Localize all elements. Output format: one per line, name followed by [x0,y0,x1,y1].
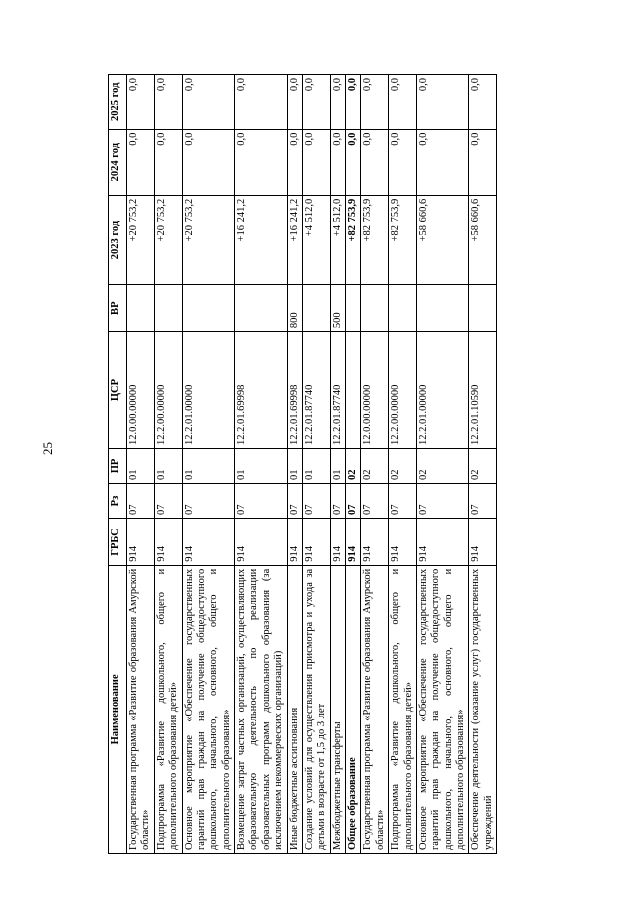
table-row [182,75,235,854]
cell-name: Основное мероприятие «Обеспечение государственных гарантий прав граждан на получение общедоступного дошкольного, начального, основного, общего и дополнительного образования» [416,565,469,853]
cell-name: Иные бюджетные ассигнования [287,565,302,853]
cell-grbs: 914 [469,519,497,566]
table-row [235,75,288,854]
cell-csr: 12.0.00.00000 [127,332,155,449]
cell-2023: +16 241,2 [287,195,302,285]
cell-2025: 0,0 [127,75,155,130]
budget-table [108,74,497,854]
table-row [287,75,302,854]
cell-csr: 12.2.00.00000 [154,332,182,449]
table-header-row [109,75,127,854]
cell-2024: 0,0 [416,129,469,195]
cell-2024: 0,0 [389,129,417,195]
header-csr: ЦСР [109,332,127,449]
cell-csr: 12.2.01.69998 [287,332,302,449]
cell-2024: 0,0 [154,129,182,195]
cell-vr [182,285,235,332]
cell-2025: 0,0 [182,75,235,130]
cell-2023: +4 512,0 [330,195,345,285]
cell-vr: 800 [287,285,302,332]
cell-rz: 07 [346,483,361,518]
cell-csr: 12.2.01.00000 [416,332,469,449]
cell-pr: 02 [469,448,497,483]
cell-name: Государственная программа «Развитие образования Амурской области» [127,565,155,853]
header-2024: 2024 год [109,129,127,195]
cell-2024: 0,0 [346,129,361,195]
cell-name: Государственная программа «Развитие образования Амурской области» [361,565,389,853]
cell-vr [302,285,330,332]
cell-grbs: 914 [287,519,302,566]
cell-grbs: 914 [361,519,389,566]
cell-vr [416,285,469,332]
cell-rz: 07 [469,483,497,518]
cell-grbs: 914 [182,519,235,566]
cell-rz: 07 [182,483,235,518]
cell-pr: 01 [287,448,302,483]
cell-2023: +58 660,6 [416,195,469,285]
cell-grbs: 914 [154,519,182,566]
cell-vr [235,285,288,332]
cell-pr: 02 [389,448,417,483]
cell-name: Создание условий для осуществления присмотра и ухода за детьми в возрасте от 1,5 до 3 лет [302,565,330,853]
cell-rz: 07 [127,483,155,518]
cell-grbs: 914 [127,519,155,566]
cell-grbs: 914 [346,519,361,566]
cell-2025: 0,0 [235,75,288,130]
cell-vr [389,285,417,332]
cell-2025: 0,0 [287,75,302,130]
cell-2023: +58 660,6 [469,195,497,285]
cell-grbs: 914 [330,519,345,566]
cell-csr [346,332,361,449]
cell-rz: 07 [287,483,302,518]
cell-name: Подпрограмма «Развитие дошкольного, общего и дополнительного образования детей» [154,565,182,853]
table-row [389,75,417,854]
cell-name: Подпрограмма «Развитие дошкольного, общего и дополнительного образования детей» [389,565,417,853]
cell-grbs: 914 [416,519,469,566]
page-number: 25 [40,442,55,455]
cell-2025: 0,0 [302,75,330,130]
cell-name: Межбюджетные трансферты [330,565,345,853]
cell-2023: +20 753,2 [154,195,182,285]
cell-2023: +82 753,9 [389,195,417,285]
table-row [330,75,345,854]
cell-pr: 01 [330,448,345,483]
cell-vr [127,285,155,332]
cell-pr: 01 [302,448,330,483]
cell-2024: 0,0 [361,129,389,195]
cell-rz: 07 [235,483,288,518]
cell-name: Общее образование [346,565,361,853]
table-row [127,75,155,854]
cell-vr [154,285,182,332]
cell-rz: 07 [389,483,417,518]
table-row [361,75,389,854]
cell-csr: 12.2.00.00000 [389,332,417,449]
cell-csr: 12.2.01.10590 [469,332,497,449]
cell-rz: 07 [361,483,389,518]
cell-csr: 12.2.01.87740 [302,332,330,449]
header-name: Наименование [109,565,127,853]
header-rz: Рз [109,483,127,518]
cell-2025: 0,0 [346,75,361,130]
cell-2024: 0,0 [127,129,155,195]
cell-2023: +20 753,2 [127,195,155,285]
cell-2023: +16 241,2 [235,195,288,285]
cell-2024: 0,0 [182,129,235,195]
cell-2023: +82 753,9 [346,195,361,285]
cell-grbs: 914 [302,519,330,566]
cell-2024: 0,0 [330,129,345,195]
cell-2024: 0,0 [235,129,288,195]
cell-2024: 0,0 [287,129,302,195]
cell-pr: 02 [361,448,389,483]
table-row [302,75,330,854]
cell-name: Возмещение затрат частных организаций, осуществляющих образовательную деятельность по реализации образовательных программ дошкольного образования (за исключением некоммерческих организаций) [235,565,288,853]
cell-pr: 01 [235,448,288,483]
budget-table-sheet [108,74,638,854]
table-row [416,75,469,854]
cell-vr [469,285,497,332]
cell-2025: 0,0 [361,75,389,130]
cell-rz: 07 [154,483,182,518]
cell-csr: 12.2.01.69998 [235,332,288,449]
cell-2024: 0,0 [302,129,330,195]
cell-rz: 07 [416,483,469,518]
header-2023: 2023 год [109,195,127,285]
cell-2025: 0,0 [330,75,345,130]
cell-rz: 07 [330,483,345,518]
cell-csr: 12.0.00.00000 [361,332,389,449]
header-vr: ВР [109,285,127,332]
cell-2023: +4 512,0 [302,195,330,285]
table-body [127,75,497,854]
table-row [346,75,361,854]
cell-2025: 0,0 [154,75,182,130]
cell-pr: 02 [416,448,469,483]
header-grbs: ГРБС [109,519,127,566]
cell-name: Обеспечение деятельности (оказание услуг) государственных учреждений [469,565,497,853]
cell-vr [346,285,361,332]
cell-csr: 12.2.01.00000 [182,332,235,449]
table-row [154,75,182,854]
cell-rz: 07 [302,483,330,518]
cell-pr: 01 [127,448,155,483]
cell-2023: +82 753,9 [361,195,389,285]
cell-2023: +20 753,2 [182,195,235,285]
table-row [469,75,497,854]
cell-vr: 500 [330,285,345,332]
cell-grbs: 914 [235,519,288,566]
cell-2024: 0,0 [469,129,497,195]
cell-pr: 01 [154,448,182,483]
cell-2025: 0,0 [416,75,469,130]
header-pr: ПР [109,448,127,483]
cell-2025: 0,0 [469,75,497,130]
cell-pr: 01 [182,448,235,483]
cell-name: Основное мероприятие «Обеспечение государственных гарантий прав граждан на получение общедоступного дошкольного, начального, основного, общего и дополнительного образования» [182,565,235,853]
cell-csr: 12.2.01.87740 [330,332,345,449]
cell-2025: 0,0 [389,75,417,130]
header-2025: 2025 год [109,75,127,130]
cell-vr [361,285,389,332]
cell-grbs: 914 [389,519,417,566]
cell-pr: 02 [346,448,361,483]
